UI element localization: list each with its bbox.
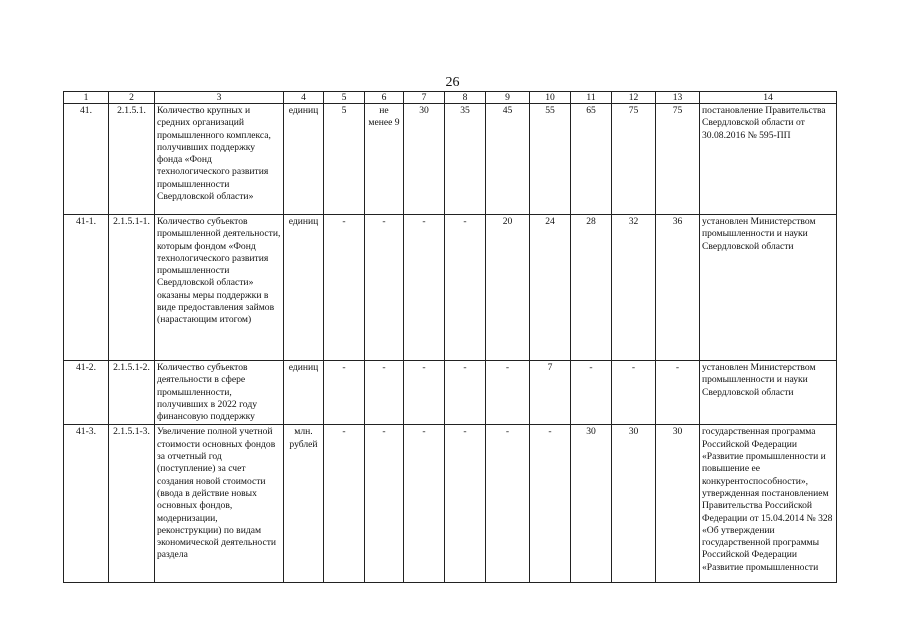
indicator-name-cell: Количество субъектов деятельности в сфере промышленности, получивших в 2022 году финансовую поддержку bbox=[155, 361, 284, 425]
source-cell: государственная программа Российской Федерации «Развитие промышленности и повышение ее конкурентоспособности», утвержденная постановлением Правительства Российской Федерации от 15.04.2014 № 328 «Об утверждении государственной программы Российской Федерации «Развитие промышленности bbox=[700, 425, 837, 583]
value-cell: 75 bbox=[656, 104, 700, 215]
value-cell: 30 bbox=[571, 425, 612, 583]
indicator-code-cell: 2.1.5.1-2. bbox=[109, 361, 155, 425]
value-cell: 75 bbox=[612, 104, 656, 215]
table-row bbox=[64, 215, 837, 361]
column-number-cell: 2 bbox=[109, 92, 155, 104]
row-number-cell: 41-1. bbox=[64, 215, 109, 361]
indicator-name-cell: Увеличение полной учетной стоимости основных фондов за отчетный год (поступление) за счет создания новой стоимости (ввода в действие новых основных фондов, модернизации, реконструкции) по видам экономической деятельности раздела bbox=[155, 425, 284, 583]
indicator-code-cell: 2.1.5.1-3. bbox=[109, 425, 155, 583]
indicator-code-cell: 2.1.5.1-1. bbox=[109, 215, 155, 361]
value-cell: 45 bbox=[486, 104, 530, 215]
value-cell: - bbox=[365, 361, 404, 425]
value-cell: - bbox=[365, 215, 404, 361]
value-cell: - bbox=[404, 361, 445, 425]
value-cell: 30 bbox=[656, 425, 700, 583]
column-number-cell: 7 bbox=[404, 92, 445, 104]
unit-cell: единиц bbox=[284, 215, 324, 361]
column-number-cell: 8 bbox=[445, 92, 486, 104]
value-cell: - bbox=[324, 215, 365, 361]
column-number-cell: 3 bbox=[155, 92, 284, 104]
indicator-name-cell: Количество крупных и средних организаций промышленного комплекса, получивших поддержку фонда «Фонд технологического развития промышленности Свердловской области» bbox=[155, 104, 284, 215]
row-number-cell: 41. bbox=[64, 104, 109, 215]
source-cell: постановление Правительства Свердловской области от 30.08.2016 № 595-ПП bbox=[700, 104, 837, 215]
value-cell: 32 bbox=[612, 215, 656, 361]
row-number-cell: 41-3. bbox=[64, 425, 109, 583]
column-number-cell: 5 bbox=[324, 92, 365, 104]
unit-cell: млн. рублей bbox=[284, 425, 324, 583]
value-cell: - bbox=[612, 361, 656, 425]
table-header-row bbox=[64, 92, 837, 104]
value-cell: 20 bbox=[486, 215, 530, 361]
column-number-cell: 12 bbox=[612, 92, 656, 104]
value-cell: - bbox=[365, 425, 404, 583]
table-row bbox=[64, 361, 837, 425]
value-cell: 28 bbox=[571, 215, 612, 361]
page-number: 26 bbox=[445, 75, 460, 90]
value-cell: - bbox=[486, 425, 530, 583]
value-cell: - bbox=[571, 361, 612, 425]
value-cell: - bbox=[404, 425, 445, 583]
column-number-cell: 6 bbox=[365, 92, 404, 104]
value-cell: 30 bbox=[612, 425, 656, 583]
value-cell: - bbox=[445, 361, 486, 425]
value-cell: - bbox=[404, 215, 445, 361]
column-number-cell: 9 bbox=[486, 92, 530, 104]
unit-cell: единиц bbox=[284, 361, 324, 425]
value-cell: - bbox=[445, 215, 486, 361]
value-cell: 55 bbox=[530, 104, 571, 215]
value-cell: - bbox=[530, 425, 571, 583]
indicator-code-cell: 2.1.5.1. bbox=[109, 104, 155, 215]
value-cell: не менее 9 bbox=[365, 104, 404, 215]
indicators-table bbox=[63, 91, 837, 583]
indicator-name-cell: Количество субъектов промышленной деятельности, которым фондом «Фонд технологического развития промышленности Свердловской области» оказаны меры поддержки в виде предоставления займов (нарастающим итогом) bbox=[155, 215, 284, 361]
column-number-cell: 11 bbox=[571, 92, 612, 104]
unit-cell: единиц bbox=[284, 104, 324, 215]
table-row bbox=[64, 104, 837, 215]
value-cell: 36 bbox=[656, 215, 700, 361]
source-cell: установлен Министерством промышленности и науки Свердловской области bbox=[700, 361, 837, 425]
value-cell: 30 bbox=[404, 104, 445, 215]
column-number-cell: 4 bbox=[284, 92, 324, 104]
row-number-cell: 41-2. bbox=[64, 361, 109, 425]
value-cell: 7 bbox=[530, 361, 571, 425]
value-cell: - bbox=[656, 361, 700, 425]
table-row bbox=[64, 425, 837, 583]
value-cell: 65 bbox=[571, 104, 612, 215]
value-cell: - bbox=[324, 425, 365, 583]
column-number-cell: 1 bbox=[64, 92, 109, 104]
source-cell: установлен Министерством промышленности и науки Свердловской области bbox=[700, 215, 837, 361]
value-cell: 5 bbox=[324, 104, 365, 215]
value-cell: - bbox=[324, 361, 365, 425]
column-number-cell: 13 bbox=[656, 92, 700, 104]
column-number-cell: 10 bbox=[530, 92, 571, 104]
value-cell: 35 bbox=[445, 104, 486, 215]
value-cell: - bbox=[486, 361, 530, 425]
column-number-cell: 14 bbox=[700, 92, 837, 104]
value-cell: - bbox=[445, 425, 486, 583]
value-cell: 24 bbox=[530, 215, 571, 361]
